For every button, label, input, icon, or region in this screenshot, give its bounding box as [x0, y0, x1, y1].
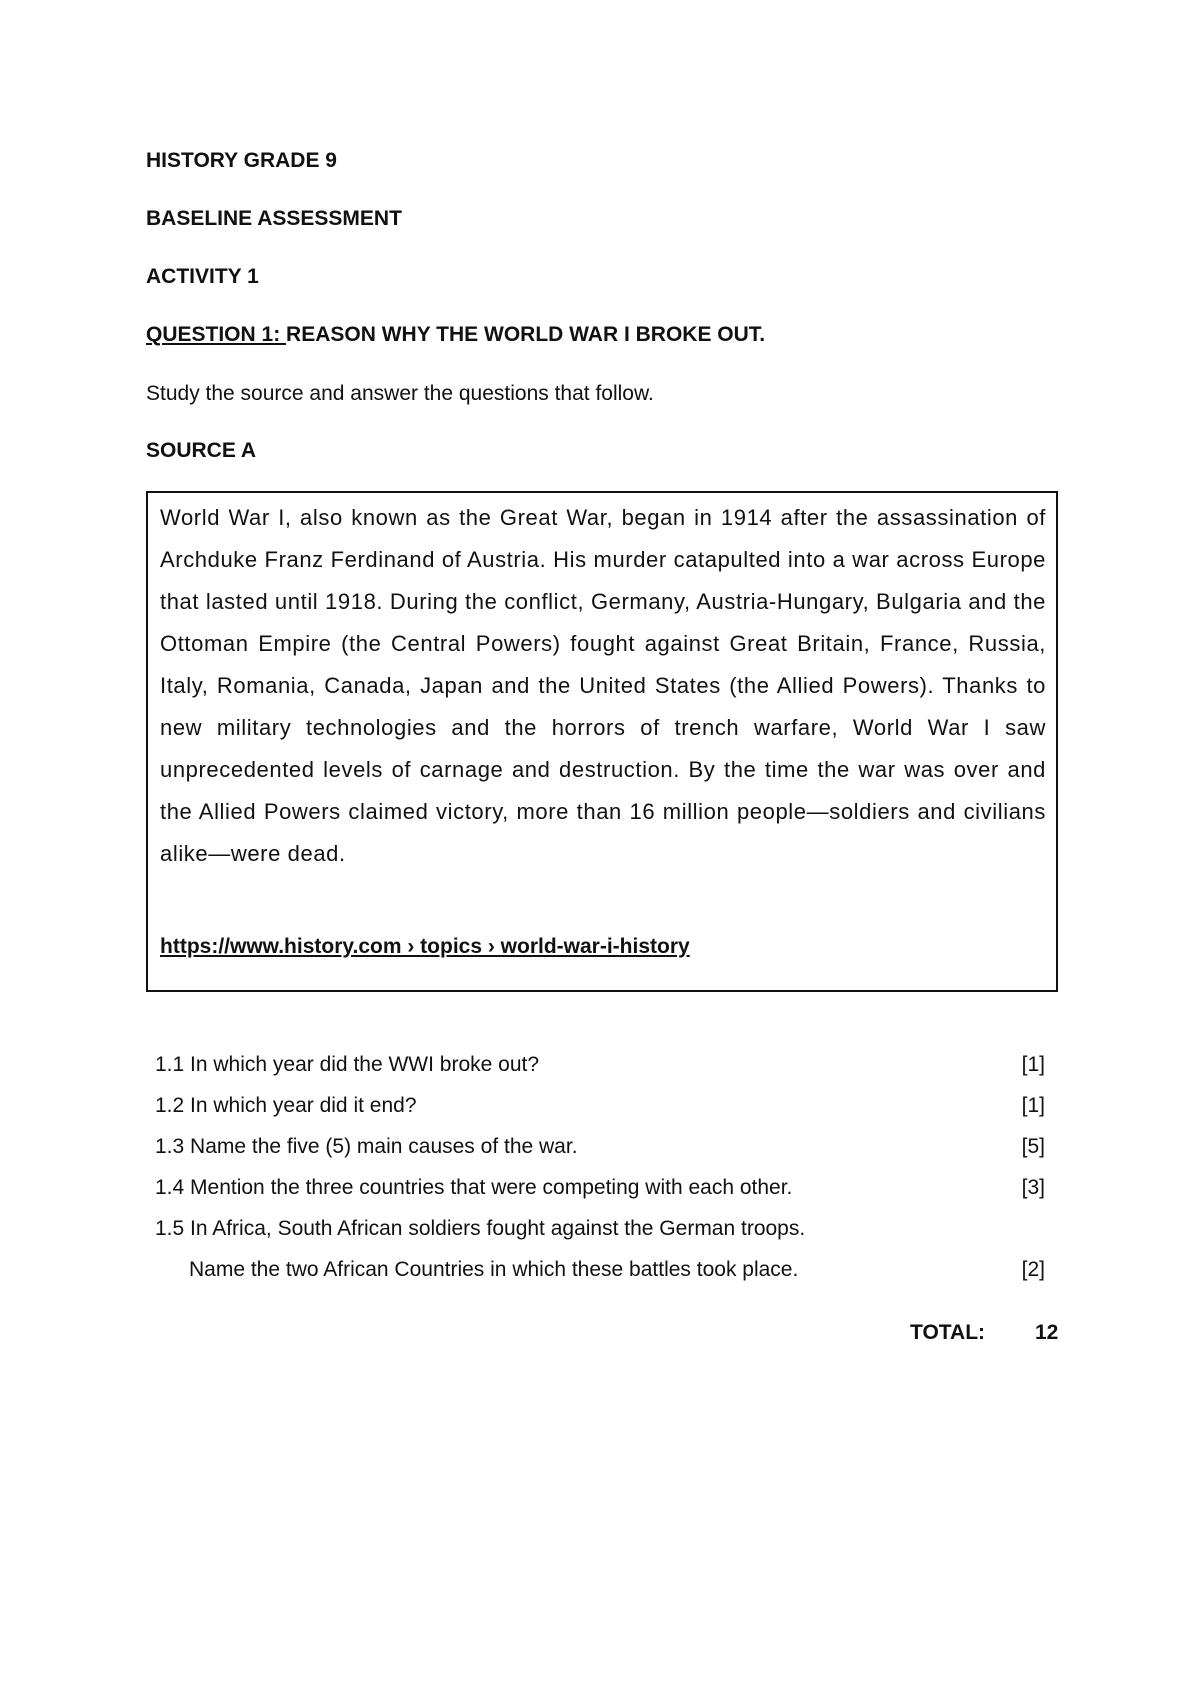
- source-text: World War I, also known as the Great War, began in 1914 after the assassination of Archduke Franz Ferdinand of Austria. His murder catapulted into a war across Europe that lasted until 1918. During the conflict, Germany, Austria-Hungary, Bulgaria and the Ottoman Empire (the Central Powers) fought against Great Britain, France, Russia, Italy, Romania, Canada, Japan and the United States (the Allied Powers). Thanks to new military technologies and the horrors of trench warfare, World War I saw unprecedented levels of carnage and destruction. By the time the war was over and the Allied Powers claimed victory, more than 16 million people—soldiers and civilians alike—were dead.: [160, 505, 1046, 866]
- question-heading: [146, 322, 765, 348]
- activity-heading: ACTIVITY 1: [146, 265, 259, 288]
- question-marks: [1]: [1021, 1094, 1045, 1117]
- question-item-1-1: [155, 1052, 1045, 1093]
- question-text: 1.1 In which year did the WWI broke out?: [155, 1053, 540, 1076]
- question-item-1-5-continued: [155, 1257, 1045, 1298]
- question-list: [155, 1052, 1045, 1298]
- question-marks: [1]: [1021, 1053, 1045, 1076]
- question-text: 1.5 In Africa, South African soldiers fought against the German troops.: [155, 1217, 806, 1240]
- question-text: Name the two African Countries in which these battles took place.: [189, 1258, 799, 1281]
- question-label: QUESTION 1:: [146, 323, 287, 346]
- source-link[interactable]: https://www.history.com › topics › world-war-i-history: [160, 935, 690, 958]
- question-title: REASON WHY THE WORLD WAR I BROKE OUT.: [286, 323, 766, 346]
- assessment-heading: BASELINE ASSESSMENT: [146, 207, 402, 230]
- total-value: 12: [1035, 1321, 1059, 1344]
- question-text: 1.3 Name the five (5) main causes of the war.: [155, 1135, 578, 1158]
- instruction-text: Study the source and answer the questions that follow.: [146, 382, 654, 405]
- question-item-1-3: [155, 1134, 1045, 1175]
- source-box: [146, 491, 1058, 992]
- question-item-1-4: [155, 1175, 1045, 1216]
- question-text: 1.2 In which year did it end?: [155, 1094, 417, 1117]
- question-marks: [3]: [1021, 1176, 1045, 1199]
- question-item-1-2: [155, 1093, 1045, 1134]
- question-marks: [2]: [1021, 1258, 1045, 1281]
- question-text: 1.4 Mention the three countries that were competing with each other.: [155, 1176, 793, 1199]
- question-marks: [5]: [1021, 1135, 1045, 1158]
- total-label: TOTAL:: [910, 1321, 986, 1344]
- question-item-1-5: [155, 1216, 1045, 1257]
- source-heading: SOURCE A: [146, 439, 257, 462]
- subject-heading: HISTORY GRADE 9: [146, 149, 337, 172]
